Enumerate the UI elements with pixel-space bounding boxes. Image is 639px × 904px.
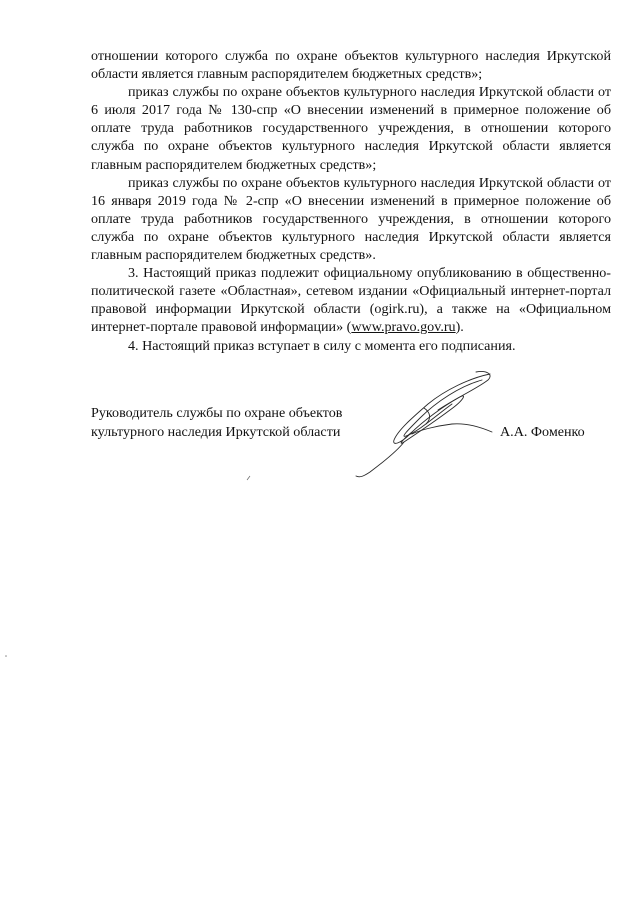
publication-text-end: ). xyxy=(455,319,464,336)
signer-position-line-1: Руководитель службы по охране объектов xyxy=(91,405,343,421)
paragraph-order-2017: приказ службы по охране объектов культурного наследия Иркутской области от 6 июля 2017 года № 130-спр «О внесении изменений в примерное положение об оплате труда работников государственного учреждения, в отношении которого служба по охране объектов культурного наследия Иркутской области является главным распорядителем бюджетных средств»; xyxy=(91,84,611,173)
paragraph-effective: 4. Настоящий приказ вступает в силу с момента его подписания. xyxy=(128,337,516,354)
handwritten-signature-icon xyxy=(340,368,510,478)
scan-speck-icon xyxy=(4,654,8,658)
paragraph-order-2019: приказ службы по охране объектов культурного наследия Иркутской области от 16 января 2019 года № 2-спр «О внесении изменений в примерное положение об оплате труда работников государственного учреждения, в отношении которого служба по охране объектов культурного наследия Иркутской области является главным распорядителем бюджетных средств». xyxy=(91,174,611,264)
signer-name: А.А. Фоменко xyxy=(500,424,585,440)
paragraph-continuation: отношении которого служба по охране объектов культурного наследия Иркутской области является главным распорядителем бюджетных средств»; xyxy=(91,48,611,83)
publication-text: 3. Настоящий приказ подлежит официальному опубликованию в общественно-политической газете «Областная», сетевом издании «Официальный интернет-портал правовой информации Иркутской области (ogirk.ru), а также на «Официальном интернет-портале правовой информации» ( xyxy=(91,265,611,336)
paragraph-publication xyxy=(91,264,611,336)
signer-position-line-2: культурного наследия Иркутской области xyxy=(91,424,341,440)
document-body xyxy=(91,47,611,355)
pravo-gov-link[interactable]: www.pravo.gov.ru xyxy=(351,319,456,336)
scan-speck-icon xyxy=(246,475,252,481)
